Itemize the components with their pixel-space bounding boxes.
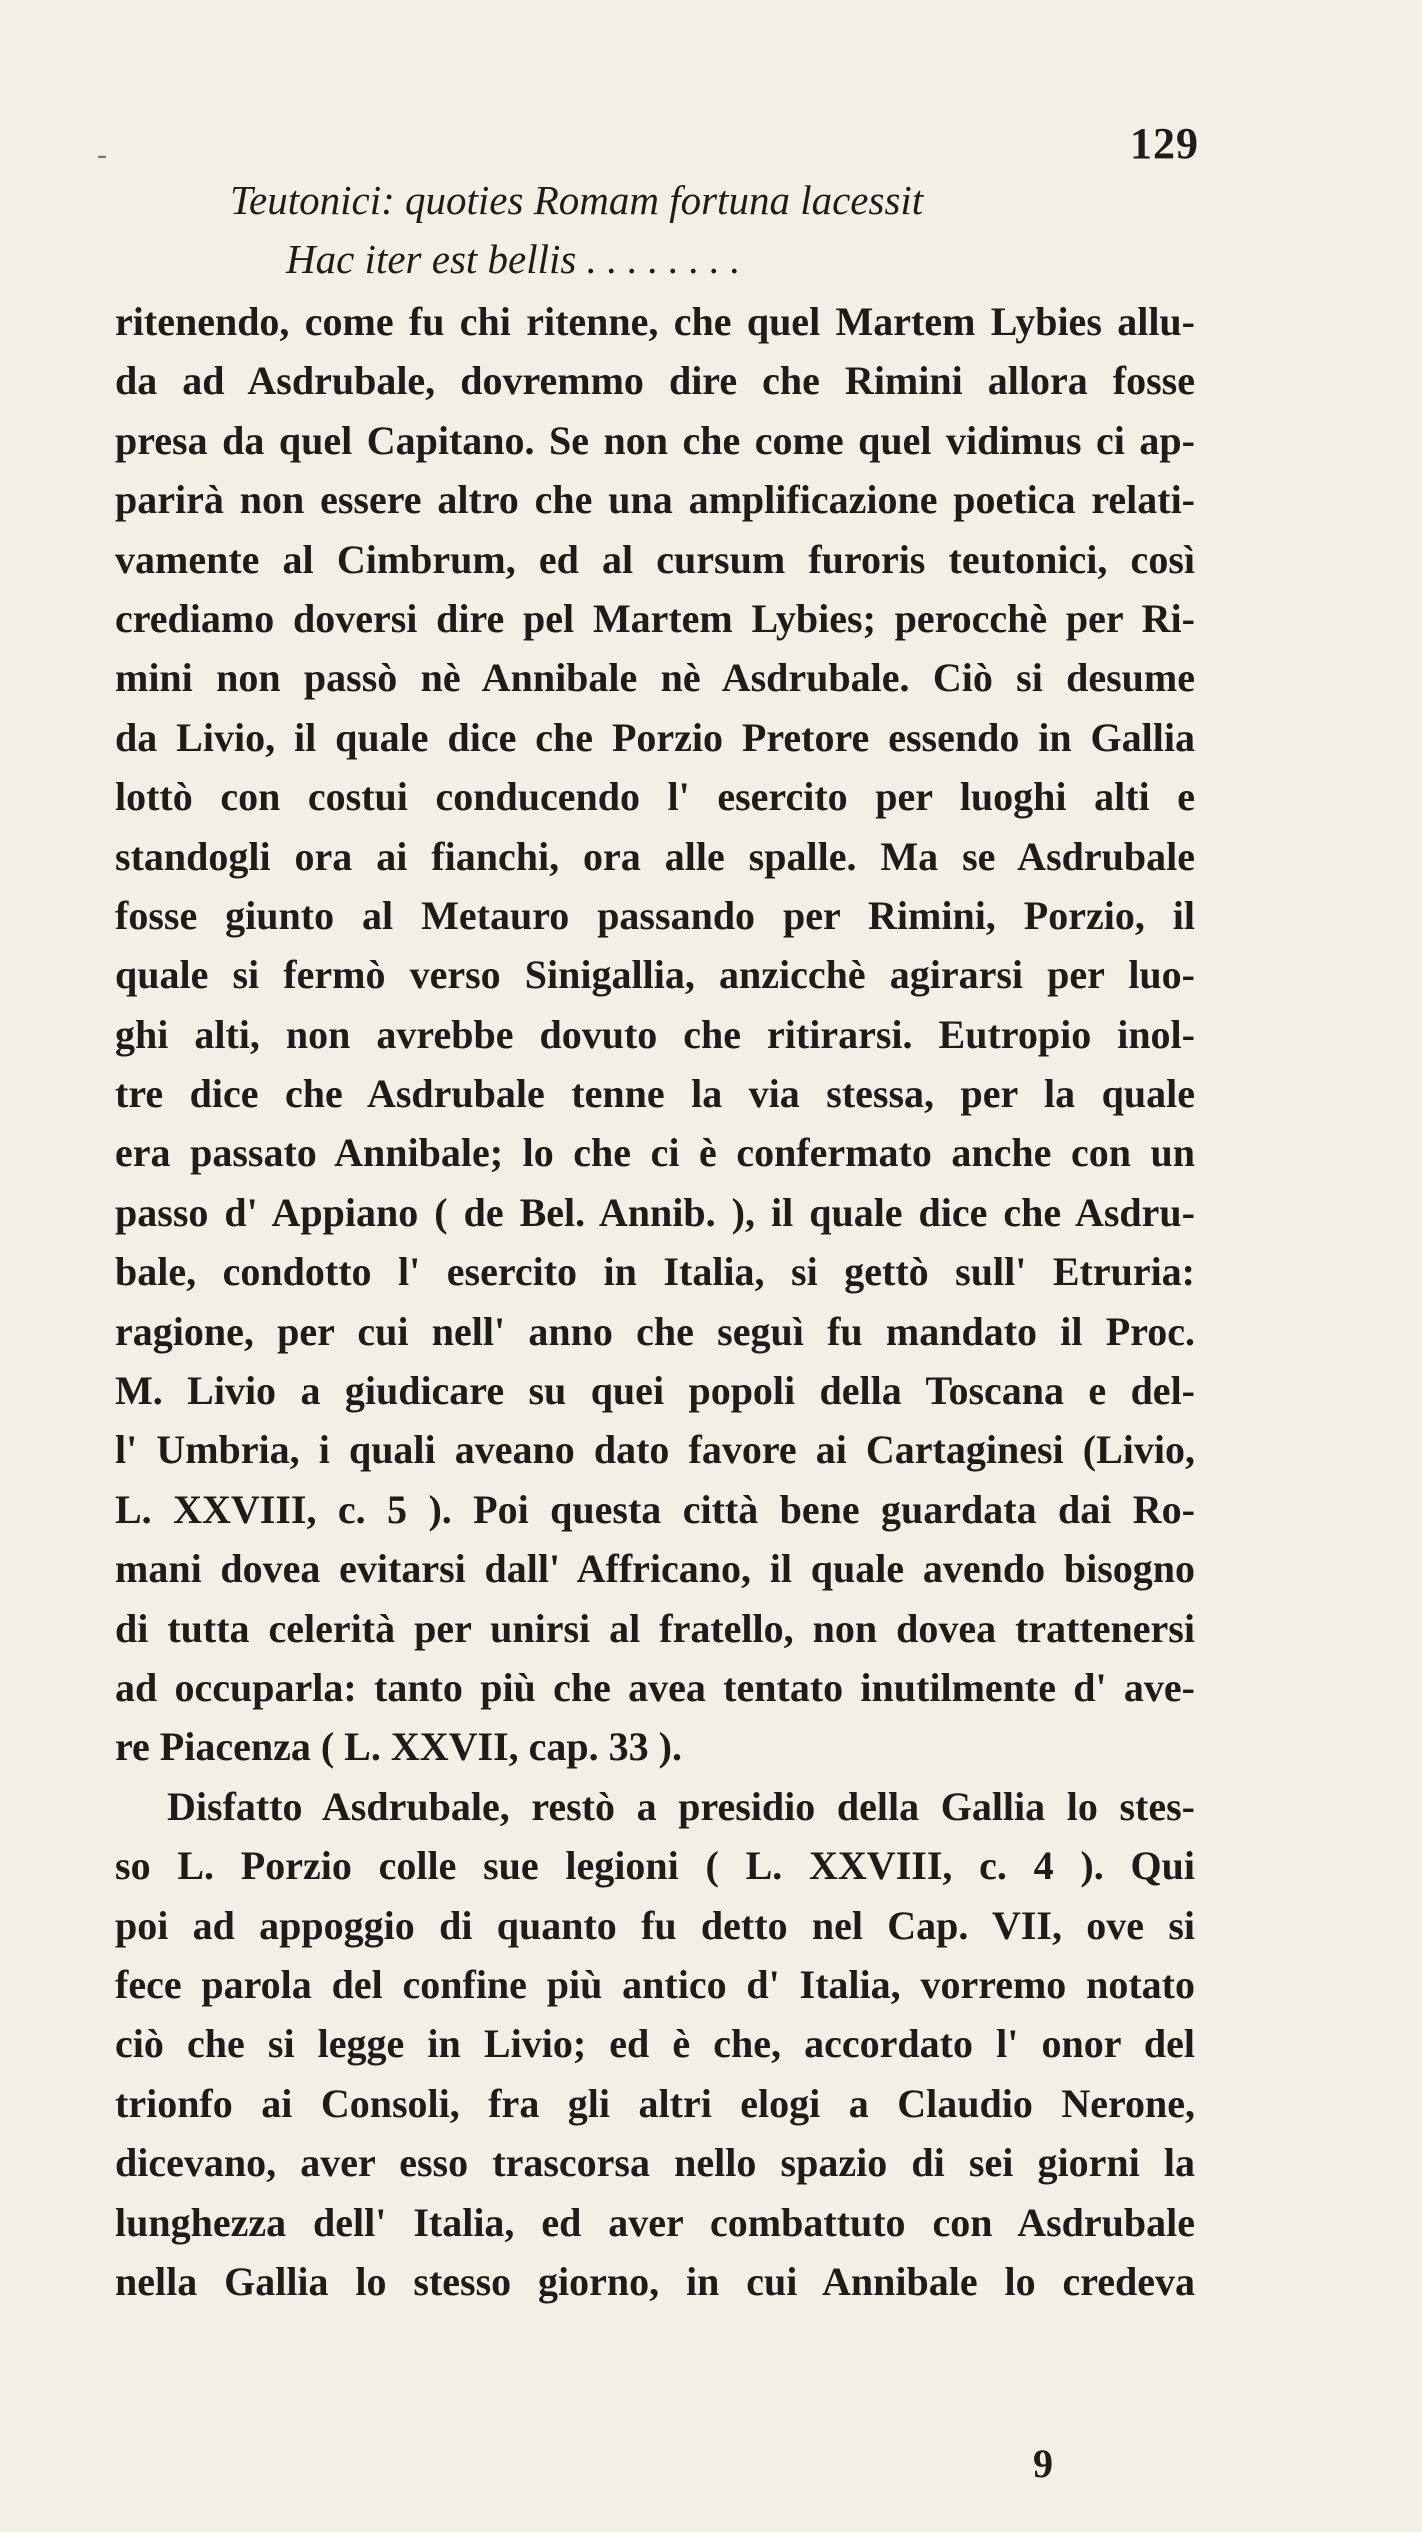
text-line: lottò con costui conducendo l' esercito per luoghi alti e: [115, 774, 1195, 820]
text-line: parirà non essere altro che una amplificazione poetica relati-: [115, 477, 1195, 523]
body-text: [115, 292, 1195, 2311]
text-line: vamente al Cimbrum, ed al cursum furoris teutonici, così: [115, 536, 1195, 582]
text-line: di tutta celerità per unirsi al fratello, non dovea trattenersi: [115, 1605, 1195, 1651]
verse-line-1: Teutonici: quoties Romam fortuna lacessit: [230, 177, 924, 223]
text-line: da ad Asdrubale, dovremmo dire che Rimini allora fosse: [115, 358, 1195, 404]
text-line: re Piacenza ( L. XXVII, cap. 33 ).: [115, 1724, 682, 1770]
text-line: ritenendo, come fu chi ritenne, che quel Martem Lybies allu-: [115, 299, 1195, 344]
text-line: L. XXVIII, c. 5 ). Poi questa città bene guardata dai Ro-: [115, 1486, 1195, 1532]
text-line: crediamo doversi dire pel Martem Lybies; perocchè per Ri-: [115, 595, 1195, 641]
text-line: poi ad appoggio di quanto fu detto nel Cap. VII, ove si: [115, 1902, 1195, 1948]
text-line: ragione, per cui nell' anno che seguì fu mandato il Proc.: [115, 1308, 1195, 1354]
text-line: standogli ora ai fianchi, ora alle spalle. Ma se Asdrubale: [115, 833, 1195, 879]
text-line: fosse giunto al Metauro passando per Rimini, Porzio, il: [115, 892, 1195, 938]
text-line: mini non passò nè Annibale nè Asdrubale. Ciò si desume: [115, 655, 1195, 701]
text-line: passo d' Appiano ( de Bel. Annib. ), il quale dice che Asdru-: [115, 1189, 1195, 1235]
text-line: ciò che si legge in Livio; ed è che, accordato l' onor del: [115, 2021, 1195, 2067]
text-line: dicevano, aver esso trascorsa nello spazio di sei giorni la: [115, 2140, 1195, 2186]
text-line: trionfo ai Consoli, fra gli altri elogi a Claudio Nerone,: [115, 2080, 1195, 2126]
text-line: bale, condotto l' esercito in Italia, si gettò sull' Etruria:: [115, 1249, 1195, 1295]
text-line: ad occuparla: tanto più che avea tentato inutilmente d' ave-: [115, 1664, 1195, 1710]
text-line: ghi alti, non avrebbe dovuto che ritirarsi. Eutropio inol-: [115, 1011, 1195, 1057]
text-line: nella Gallia lo stesso giorno, in cui Annibale lo credeva: [115, 2258, 1195, 2304]
text-line: fece parola del confine più antico d' Italia, vorremo notato: [115, 1961, 1195, 2007]
verse-line-2: Hac iter est bellis . . . . . . . .: [286, 236, 741, 282]
text-line: so L. Porzio colle sue legioni ( L. XXVIII, c. 4 ). Qui: [115, 1843, 1195, 1889]
text-line: da Livio, il quale dice che Porzio Pretore essendo in Gallia: [115, 714, 1195, 760]
text-line: presa da quel Capitano. Se non che come quel vidimus ci ap-: [115, 417, 1195, 463]
text-line: quale si fermò verso Sinigallia, anzicchè agirarsi per luo-: [115, 952, 1195, 998]
margin-mark: -: [97, 138, 107, 171]
text-line: mani dovea evitarsi dall' Affricano, il quale avendo bisogno: [115, 1546, 1195, 1592]
text-line: Disfatto Asdrubale, restò a presidio della Gallia lo stes-: [167, 1783, 1195, 1829]
text-line: era passato Annibale; lo che ci è confermato anche con un: [115, 1130, 1195, 1176]
signature-mark: 9: [1033, 2441, 1053, 2486]
text-line: lunghezza dell' Italia, ed aver combattuto con Asdrubale: [115, 2199, 1195, 2245]
page-number: 129: [1130, 119, 1199, 168]
text-line: M. Livio a giudicare su quei popoli della Toscana e del-: [115, 1368, 1195, 1414]
text-line: l' Umbria, i quali aveano dato favore ai Cartaginesi (Livio,: [115, 1427, 1195, 1473]
text-line: tre dice che Asdrubale tenne la via stessa, per la quale: [115, 1071, 1195, 1117]
